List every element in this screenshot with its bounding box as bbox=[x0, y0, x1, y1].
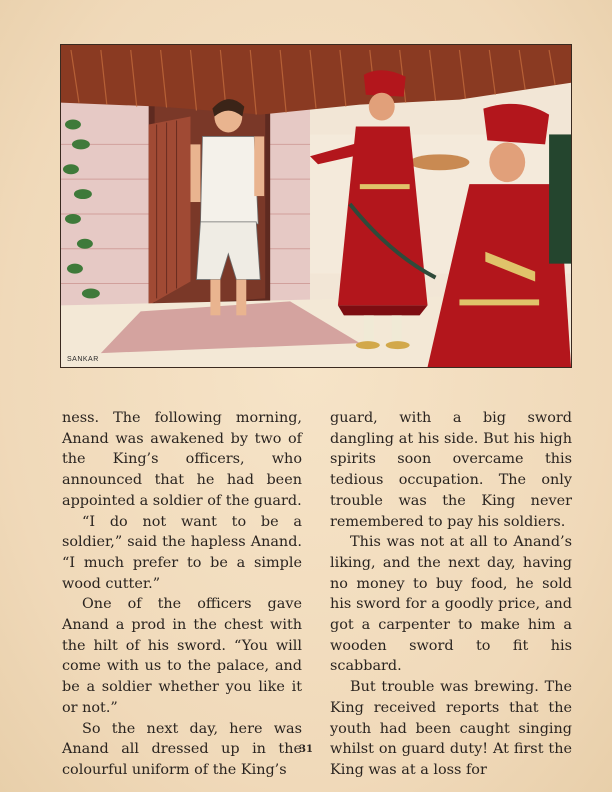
cloud-shape bbox=[410, 154, 470, 170]
paragraph: “I do not want to be a soldier,” said the hapless Anand. “I much prefer to be a simple wood cutter.” bbox=[62, 513, 302, 592]
page-number: 31 bbox=[299, 744, 313, 755]
paragraph: This was not at all to Anand’s liking, and the next day, having no money to buy food, he sold his sword for a goodly price, and got a carpenter to make him a wooden sword to fit his scabbard. bbox=[330, 534, 572, 675]
door-leaf bbox=[149, 117, 191, 306]
paragraph: guard, with a big sword dangling at his side. But his high spirits soon overcame this tedious occupation. The only trouble was the King never remembered to pay his soldiers. bbox=[330, 410, 572, 530]
tree-shape bbox=[549, 134, 571, 263]
paragraph: But trouble was brewing. The King received reports that the youth had been caught singing whilst on guard duty! At first the King was at a loss for bbox=[330, 679, 572, 778]
text-column-left bbox=[62, 408, 302, 781]
paragraph: So the next day, here was Anand all dressed up in the colourful uniform of the King’s bbox=[62, 720, 302, 778]
artist-signature: SANKAR bbox=[67, 356, 99, 363]
story-illustration bbox=[60, 44, 572, 368]
paragraph: ness. The following morning, Anand was awakened by two of the King’s officers, who announced that he had been appointed a soldier of the guard. bbox=[62, 410, 302, 509]
scene-drawing bbox=[61, 45, 571, 367]
text-column-right bbox=[330, 408, 572, 781]
paragraph: One of the officers gave Anand a prod in the chest with the hilt of his sword. “You will come with us to the palace, and be a soldier whether you like it or not.” bbox=[62, 596, 302, 716]
